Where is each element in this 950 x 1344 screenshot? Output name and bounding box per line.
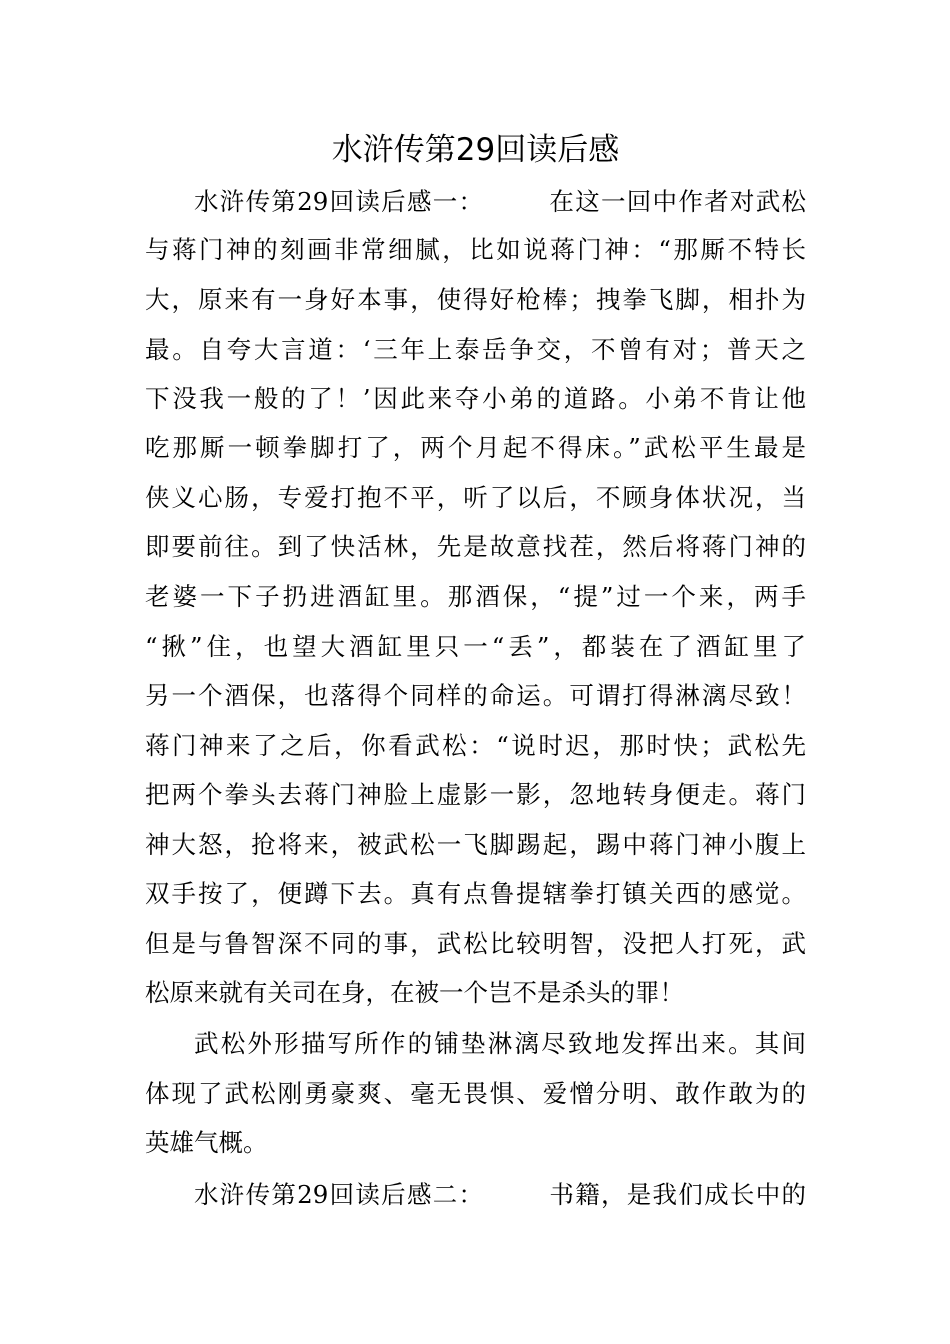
paragraph-line: 水浒传第29回读后感一： 在这一回中作者对武松 [194, 187, 806, 216]
paragraph-line: 把两个拳头去蒋门神脸上虚影一影，忽地转身便走。蒋门 [145, 780, 806, 809]
paragraph-line: 武松外形描写所作的铺垫淋漓尽致地发挥出来。其间 [194, 1029, 806, 1058]
paragraph-line: “揪”住，也望大酒缸里只一“丢”，都装在了酒缸里了 [145, 632, 806, 661]
document-title: 水浒传第29回读后感 [331, 132, 620, 168]
paragraph-line: 下没我一般的了！’因此来夺小弟的道路。小弟不肯让他 [145, 384, 806, 413]
paragraph-line: 但是与鲁智深不同的事，武松比较明智，没把人打死，武 [145, 929, 806, 958]
paragraph-line: 松原来就有关司在身，在被一个岂不是杀头的罪！ [145, 978, 684, 1007]
paragraph-line: 即要前往。到了快活林，先是故意找茬，然后将蒋门神的 [145, 532, 806, 561]
paragraph-line: 与蒋门神的刻画非常细腻，比如说蒋门神：“那厮不特长 [145, 235, 806, 264]
paragraph-line: 神大怒，抢将来，被武松一飞脚踢起，踢中蒋门神小腹上 [145, 830, 806, 859]
paragraph-line: 侠义心肠，专爱打抱不平，听了以后，不顾身体状况，当 [145, 483, 806, 512]
paragraph-line: 英雄气概。 [145, 1128, 268, 1157]
paragraph-line: 最。自夸大言道：‘三年上泰岳争交，不曾有对；普天之 [145, 335, 806, 364]
paragraph-line: 另一个酒保，也落得个同样的命运。可谓打得淋漓尽致！ [145, 681, 806, 710]
paragraph-line: 双手按了，便蹲下去。真有点鲁提辖拳打镇关西的感觉。 [145, 879, 806, 908]
paragraph-line: 吃那厮一顿拳脚打了，两个月起不得床。”武松平生最是 [145, 433, 806, 462]
paragraph-line: 老婆一下子扔进酒缸里。那酒保，“提”过一个来，两手 [145, 582, 806, 611]
paragraph-line: 蒋门神来了之后，你看武松：“说时迟，那时快；武松先 [145, 731, 806, 760]
paragraph-line: 体现了武松刚勇豪爽、毫无畏惧、爱憎分明、敢作敢为的 [145, 1079, 806, 1108]
paragraph-line: 水浒传第29回读后感二： 书籍，是我们成长中的 [194, 1180, 806, 1209]
paragraph-line: 大，原来有一身好本事，使得好枪棒；拽拳飞脚，相扑为 [145, 285, 806, 314]
